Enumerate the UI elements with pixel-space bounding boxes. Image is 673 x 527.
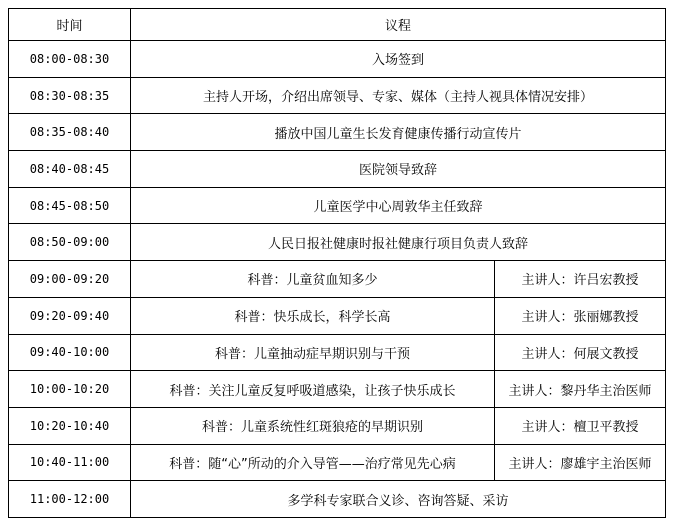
time-cell: 08:35-08:40 <box>9 114 131 151</box>
speaker-cell: 主讲人：廖雄宇主治医师 <box>495 444 666 481</box>
agenda-table <box>8 8 666 518</box>
table-row <box>9 334 666 371</box>
time-cell: 08:40-08:45 <box>9 151 131 188</box>
time-cell: 10:20-10:40 <box>9 407 131 444</box>
table-row <box>9 187 666 224</box>
time-cell: 10:40-11:00 <box>9 444 131 481</box>
header-row <box>9 9 666 41</box>
topic-cell: 儿童医学中心周敦华主任致辞 <box>131 187 666 224</box>
speaker-cell: 主讲人：许吕宏教授 <box>495 261 666 298</box>
topic-cell: 入场签到 <box>131 41 666 78</box>
topic-cell: 医院领导致辞 <box>131 151 666 188</box>
table-row <box>9 407 666 444</box>
table-row <box>9 151 666 188</box>
speaker-cell: 主讲人：何展文教授 <box>495 334 666 371</box>
table-row <box>9 114 666 151</box>
table-row <box>9 297 666 334</box>
time-cell: 09:00-09:20 <box>9 261 131 298</box>
topic-cell: 科普：儿童抽动症早期识别与干预 <box>131 334 495 371</box>
topic-cell: 播放中国儿童生长发育健康传播行动宣传片 <box>131 114 666 151</box>
table-row <box>9 41 666 78</box>
header-agenda: 议程 <box>131 9 666 41</box>
table-row <box>9 77 666 114</box>
topic-cell: 科普：儿童贫血知多少 <box>131 261 495 298</box>
time-cell: 11:00-12:00 <box>9 481 131 518</box>
topic-cell: 主持人开场，介绍出席领导、专家、媒体（主持人视具体情况安排） <box>131 77 666 114</box>
topic-cell: 人民日报社健康时报社健康行项目负责人致辞 <box>131 224 666 261</box>
table-row <box>9 481 666 518</box>
time-cell: 08:45-08:50 <box>9 187 131 224</box>
topic-cell: 科普：随“心”所动的介入导管——治疗常见先心病 <box>131 444 495 481</box>
speaker-cell: 主讲人：黎丹华主治医师 <box>495 371 666 408</box>
time-cell: 08:30-08:35 <box>9 77 131 114</box>
speaker-cell: 主讲人：张丽娜教授 <box>495 297 666 334</box>
time-cell: 09:20-09:40 <box>9 297 131 334</box>
topic-cell: 多学科专家联合义诊、咨询答疑、采访 <box>131 481 666 518</box>
time-cell: 08:50-09:00 <box>9 224 131 261</box>
topic-cell: 科普：快乐成长，科学长高 <box>131 297 495 334</box>
table-row <box>9 261 666 298</box>
table-row <box>9 224 666 261</box>
time-cell: 09:40-10:00 <box>9 334 131 371</box>
topic-cell: 科普：儿童系统性红斑狼疮的早期识别 <box>131 407 495 444</box>
table-row <box>9 444 666 481</box>
time-cell: 10:00-10:20 <box>9 371 131 408</box>
header-time: 时间 <box>9 9 131 41</box>
topic-cell: 科普：关注儿童反复呼吸道感染，让孩子快乐成长 <box>131 371 495 408</box>
table-row <box>9 371 666 408</box>
speaker-cell: 主讲人：檀卫平教授 <box>495 407 666 444</box>
time-cell: 08:00-08:30 <box>9 41 131 78</box>
agenda-body <box>9 41 666 518</box>
